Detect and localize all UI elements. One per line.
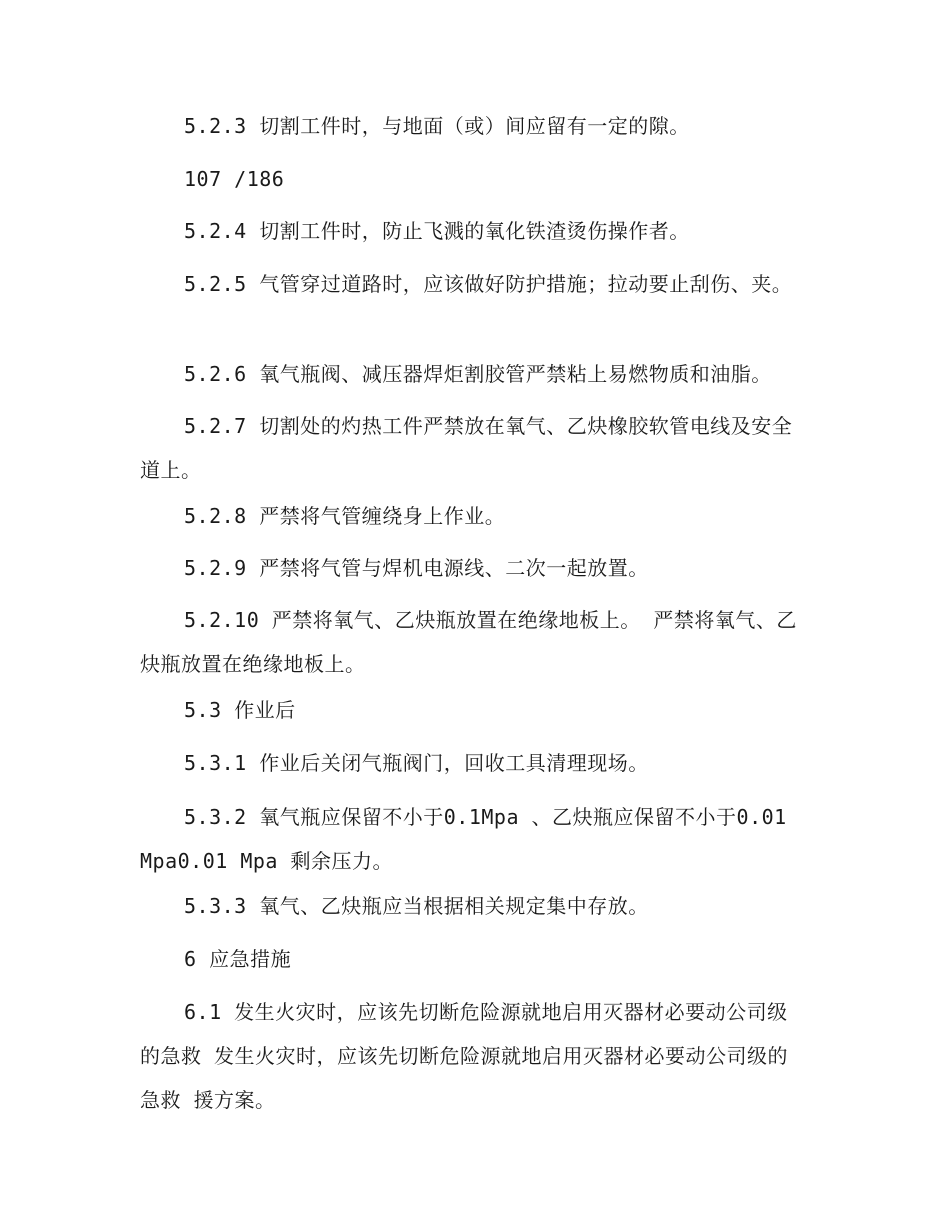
paragraph-5-3-2: 5.3.2 氧气瓶应保留不小于0.1Mpa 、乙炔瓶应保留不小于0.01 Mpa0.01 Mpa 剩余压力。	[140, 805, 800, 873]
paragraph-5-2-4: 5.2.4 切割工件时，防止飞溅的氧化铁渣烫伤操作者。	[184, 219, 690, 243]
paragraph-5-3-3: 5.3.3 氧气、乙炔瓶应当根据相关规定集中存放。	[184, 894, 649, 918]
paragraph-5-2-9: 5.2.9 严禁将气管与焊机电源线、二次一起放置。	[184, 556, 649, 580]
paragraph-5-2-6: 5.2.6 氧气瓶阀、减压器焊炬割胶管严禁粘上易燃物质和油脂。	[184, 362, 772, 386]
heading-6: 6 应急措施	[184, 947, 292, 971]
paragraph-5-2-7: 5.2.7 切割处的灼热工件严禁放在氧气、乙炔橡胶软管电线及安全道上。	[140, 414, 793, 482]
paragraph-5-3-1: 5.3.1 作业后关闭气瓶阀门，回收工具清理现场。	[184, 751, 649, 775]
paragraph-5-2-3: 5.2.3 切割工件时，与地面（或）间应留有一定的隙。	[184, 114, 690, 138]
paragraph-5-2-10: 5.2.10 严禁将氧气、乙炔瓶放置在绝缘地板上。 严禁将氧气、乙炔瓶放置在绝缘地板上。	[140, 608, 797, 676]
page-number: 107 /186	[184, 167, 285, 191]
heading-5-3: 5.3 作业后	[184, 698, 296, 722]
paragraph-5-2-5: 5.2.5 气管穿过道路时，应该做好防护措施；拉动要止刮伤、夹。	[184, 272, 793, 296]
paragraph-5-2-8: 5.2.8 严禁将气管缠绕身上作业。	[184, 504, 506, 528]
paragraph-6-1: 6.1 发生火灾时，应该先切断危险源就地启用灭器材必要动公司级的急救 发生火灾时，应该先切断危险源就地启用灭器材必要动公司级的急救 援方案。	[140, 1000, 789, 1112]
